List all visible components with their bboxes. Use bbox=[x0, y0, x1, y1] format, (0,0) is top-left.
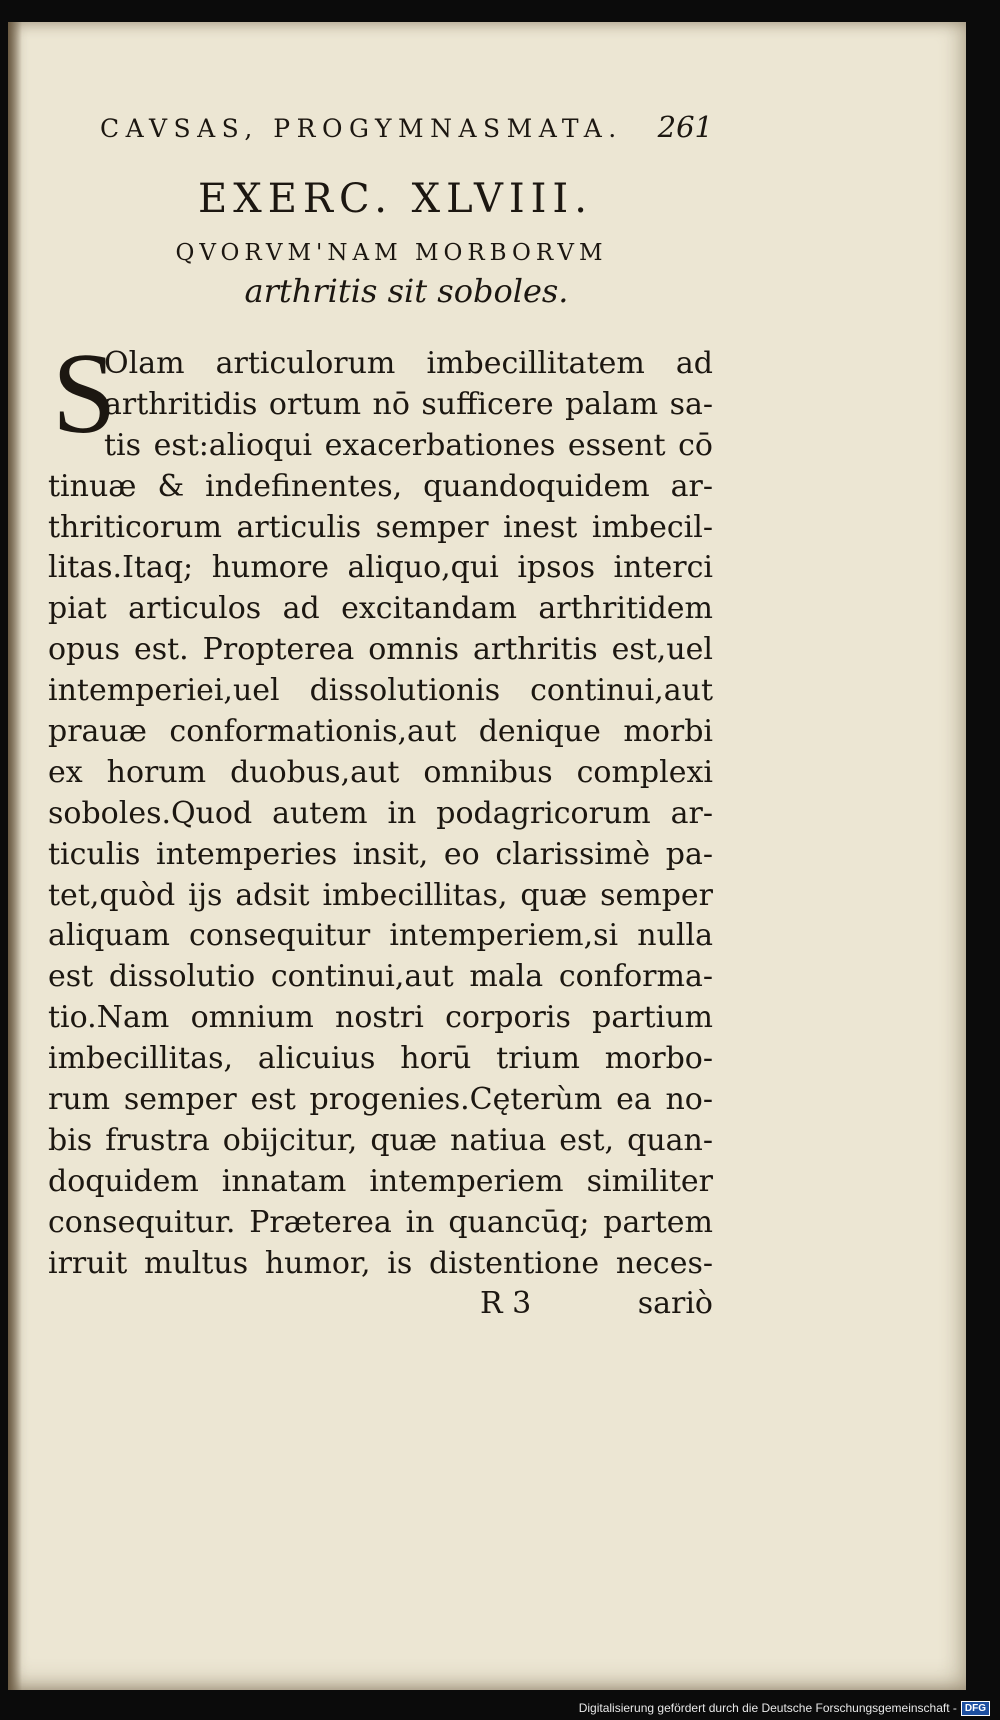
text-line: intemperiei,uel dissolutionis continui,aut bbox=[48, 673, 713, 709]
text-line: arthritidis ortum nō sufficere palam sa- bbox=[104, 386, 713, 422]
text-line: tet,quòd ijs adsit imbecillitas, quæ semper bbox=[48, 877, 713, 913]
page-number: 261 bbox=[657, 110, 713, 144]
text-line: piat articulos ad excitandam arthritidem bbox=[48, 591, 713, 627]
running-head bbox=[48, 110, 713, 154]
book-page bbox=[8, 22, 966, 1690]
running-head-title: CAVSAS, PROGYMNASMATA. bbox=[100, 114, 623, 143]
signature-mark: R 3 bbox=[480, 1286, 532, 1322]
text-line: ticulis intemperies insit, eo clarissimè pa- bbox=[48, 836, 713, 872]
text-line: soboles.Quod autem in podagricorum ar- bbox=[48, 795, 713, 831]
text-line: tinuæ & indefinentes, quandoquidem ar- bbox=[48, 468, 713, 504]
text-line: ex horum duobus,aut omnibus complexi bbox=[48, 754, 713, 790]
credit-text: Digitalisierung gefördert durch die Deutsche Forschungsgemeinschaft - bbox=[578, 1701, 957, 1715]
text-line: est dissolutio continui,aut mala conforma- bbox=[48, 959, 713, 995]
text-line: irruit multus humor, is distentione neces- bbox=[48, 1245, 713, 1281]
text-line: opus est. Propterea omnis arthritis est,uel bbox=[48, 632, 713, 668]
text-line: rum semper est progenies.Cęterùm ea no- bbox=[48, 1082, 713, 1118]
text-line: imbecillitas, alicuius horū trium morbo- bbox=[48, 1041, 713, 1077]
exercise-subtitle-italic: arthritis sit soboles. bbox=[244, 272, 569, 310]
text-block bbox=[48, 110, 713, 1325]
text-line: bis frustra obijcitur, quæ natiua est, quan- bbox=[48, 1122, 713, 1158]
text-line: tio.Nam omnium nostri corporis partium bbox=[48, 1000, 713, 1036]
text-line: Olam articulorum imbecillitatem ad bbox=[104, 346, 713, 381]
text-line: thriticorum articulis semper inest imbecil- bbox=[48, 509, 713, 545]
digitization-credit bbox=[579, 1700, 990, 1716]
gutter-shadow bbox=[8, 22, 22, 1690]
text-line: prauæ conformationis,aut denique morbi bbox=[48, 714, 713, 750]
text-line: aliquam consequitur intemperiem,si nulla bbox=[48, 918, 713, 954]
catchword: sariò bbox=[637, 1286, 713, 1322]
dfg-logo: DFG bbox=[961, 1701, 990, 1716]
body-text bbox=[48, 330, 713, 1325]
drop-cap: S bbox=[52, 330, 117, 458]
text-line: doquidem innatam intemperiem similiter bbox=[48, 1163, 713, 1199]
text-line: tis est:alioqui exacerbationes essent cō bbox=[104, 427, 713, 463]
exercise-subtitle: QVORVM'NAM MORBORVM bbox=[175, 240, 608, 266]
text-line: consequitur. Præterea in quancūq; partem bbox=[48, 1204, 713, 1240]
text-line: litas.Itaq; humore aliquo,qui ipsos interci bbox=[48, 550, 713, 586]
exercise-heading: EXERC. XLVIII. bbox=[198, 176, 593, 222]
catch-line bbox=[48, 1284, 713, 1325]
